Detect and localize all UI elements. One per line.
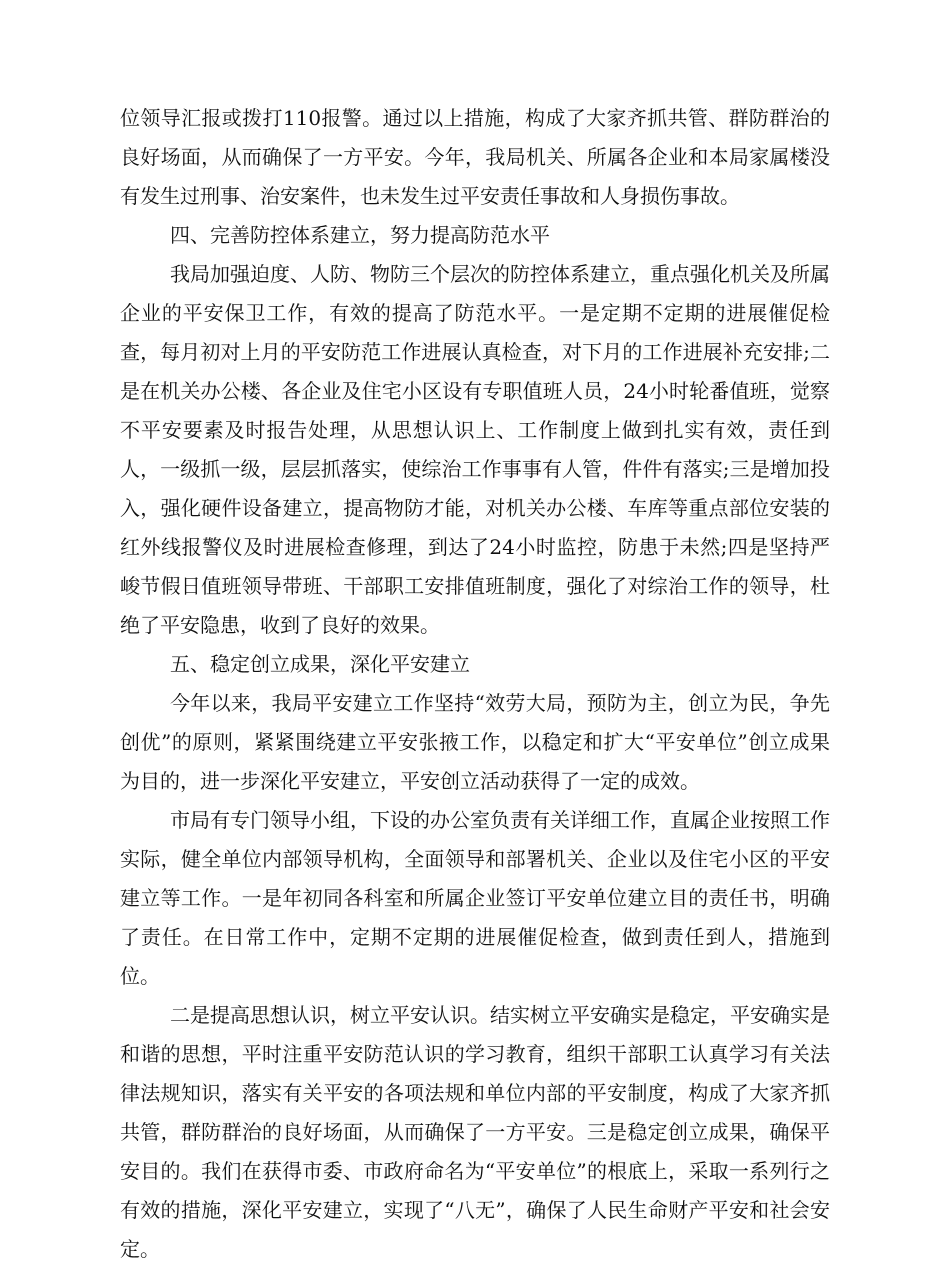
paragraph-safety-principles: 今年以来，我局平安建立工作坚持“效劳大局，预防为主，创立为民，争先创优”的原则，紧紧围绕建立平安张掖工作，以稳定和扩大“平安单位”创立成果为目的，进一步深化平安建立，平安创立活动获得了一定的成效。	[120, 691, 830, 793]
paragraph-prevention-system: 我局加强迫度、人防、物防三个层次的防控体系建立，重点强化机关及所属企业的平安保卫工作，有效的提高了防范水平。一是定期不定期的进展催促检查，每月初对上月的平安防范工作进展认真检查，对下月的工作进展补充安排;二是在机关办公楼、各企业及住宅小区设有专职值班人员，24小时轮番值班，觉察不平安要素及时报告处理，从思想认识上、工作制度上做到扎实有效，责任到人，一级抓一级，层层抓落实，使综治工作事事有人管，件件有落实;三是增加投入，强化硬件设备建立，提高物防才能，对机关办公楼、车库等重点部位安装的红外线报警仪及时进展检查修理，到达了24小时监控，防患于未然;四是坚持严峻节假日值班领导带班、干部职工安排值班制度，强化了对综治工作的领导，杜绝了平安隐患，收到了良好的效果。	[120, 262, 830, 637]
paragraph-continuation: 位领导汇报或拨打110报警。通过以上措施，构成了大家齐抓共管、群防群治的良好场面，从而确保了一方平安。今年，我局机关、所属各企业和本局家属楼没有发生过刑事、治安案件，也未发生过平安责任事故和人身损伤事故。	[120, 106, 830, 208]
section-heading-five: 五、稳定创立成果，深化平安建立	[170, 652, 470, 676]
section-heading-four: 四、完善防控体系建立，努力提高防范水平	[170, 223, 550, 247]
paragraph-awareness: 二是提高思想认识，树立平安认识。结实树立平安确实是稳定，平安确实是和谐的思想，平时注重平安防范认识的学习教育，组织干部职工认真学习有关法律法规知识，落实有关平安的各项法规和单位内部的平安制度，构成了大家齐抓共管，群防群治的良好场面，从而确保了一方平安。三是稳定创立成果，确保平安目的。我们在获得市委、市政府命名为“平安单位”的根底上，采取一系列行之有效的措施，深化平安建立，实现了“八无”，确保了人民生命财产平安和社会安定。	[120, 1003, 830, 1261]
paragraph-leadership-group: 市局有专门领导小组，下设的办公室负责有关详细工作，直属企业按照工作实际，健全单位内部领导机构，全面领导和部署机关、企业以及住宅小区的平安建立等工作。一是年初同各科室和所属企业签订平安单位建立目的责任书，明确了责任。在日常工作中，定期不定期的进展催促检查，做到责任到人，措施到位。	[120, 808, 830, 988]
